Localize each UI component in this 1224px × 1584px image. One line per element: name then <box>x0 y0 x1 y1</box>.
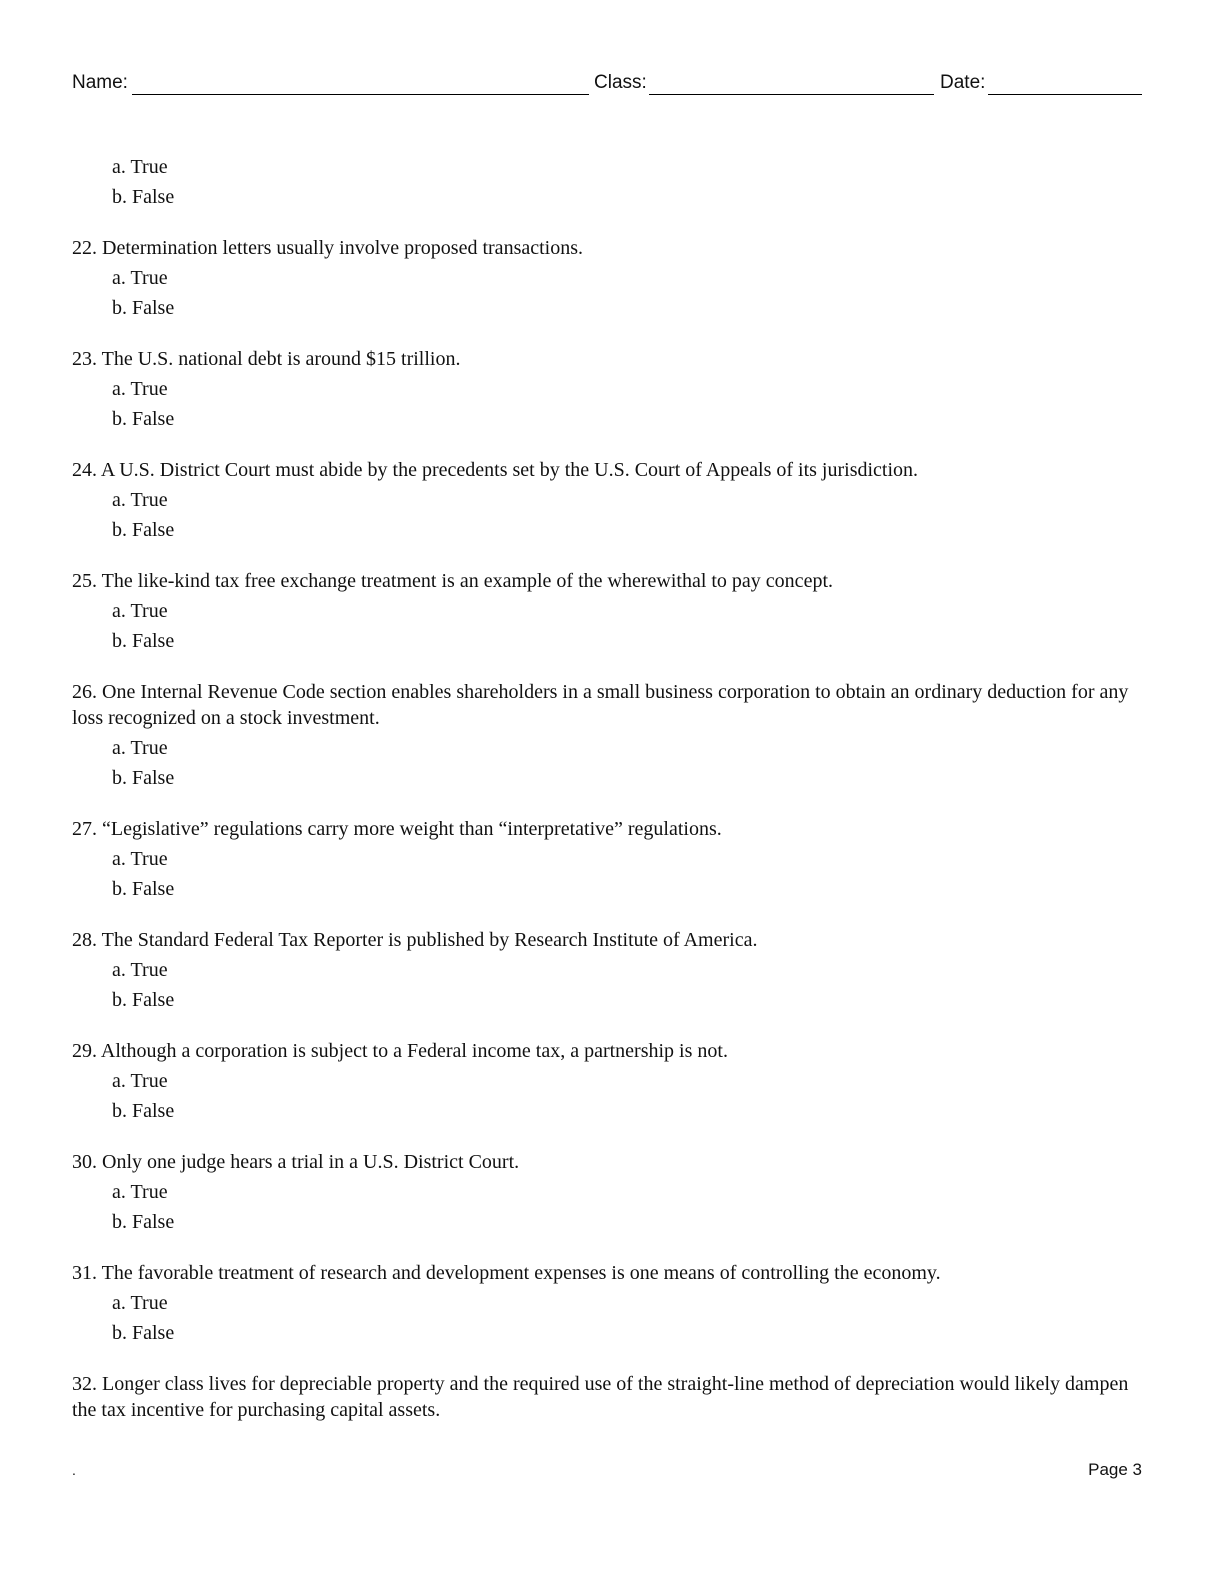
question-25 <box>72 568 1132 656</box>
option-true[interactable]: a. True <box>112 959 168 981</box>
option-false[interactable]: b. False <box>112 878 175 900</box>
question-text: 23. The U.S. national debt is around $15 trillion. <box>72 348 461 370</box>
question-text: 32. Longer class lives for depreciable property and the required use of the straight-line method of depreciation would likely dampen the tax incentive for purchasing capital assets. <box>72 1373 1129 1421</box>
question-31 <box>72 1260 1132 1348</box>
question-text: 31. The favorable treatment of research and development expenses is one means of controlling the economy. <box>72 1262 941 1284</box>
option-false[interactable]: b. False <box>112 1211 175 1233</box>
question-23 <box>72 346 1132 434</box>
question-text: 24. A U.S. District Court must abide by the precedents set by the U.S. Court of Appeals of its jurisdiction. <box>72 459 919 481</box>
question-text: 27. “Legislative” regulations carry more weight than “interpretative” regulations. <box>72 818 722 840</box>
class-label: Class: <box>594 72 647 93</box>
date-label: Date: <box>940 72 986 93</box>
option-false[interactable]: b. False <box>112 989 175 1011</box>
option-false[interactable]: b. False <box>112 767 175 789</box>
question-32 <box>72 1371 1132 1423</box>
question-26 <box>72 679 1132 793</box>
option-false[interactable]: b. False <box>112 297 175 319</box>
option-true[interactable]: a. True <box>112 600 168 622</box>
carryover-options <box>72 152 1132 212</box>
page-number: Page 3 <box>1088 1460 1142 1479</box>
question-text: 28. The Standard Federal Tax Reporter is published by Research Institute of America. <box>72 929 758 951</box>
option-false[interactable]: b. False <box>112 1100 175 1122</box>
option-true[interactable]: a. True <box>112 1070 168 1092</box>
option-true[interactable]: a. True <box>112 267 168 289</box>
question-28 <box>72 927 1132 1015</box>
question-29 <box>72 1038 1132 1126</box>
option-false[interactable]: b. False <box>112 519 175 541</box>
question-27 <box>72 816 1132 904</box>
option-true[interactable]: a. True <box>112 848 168 870</box>
question-text: 22. Determination letters usually involve proposed transactions. <box>72 237 583 259</box>
class-field[interactable] <box>649 94 934 95</box>
option-true[interactable]: a. True <box>112 1181 168 1203</box>
worksheet-header <box>72 70 1144 100</box>
option-true[interactable]: a. True <box>112 1292 168 1314</box>
footer-dot: . <box>72 1462 76 1478</box>
date-field[interactable] <box>988 94 1142 95</box>
option-false[interactable]: b. False <box>112 1322 175 1344</box>
option-true[interactable]: a. True <box>112 737 168 759</box>
option-true[interactable]: a. True <box>112 489 168 511</box>
question-text: 25. The like-kind tax free exchange treatment is an example of the wherewithal to pay concept. <box>72 570 833 592</box>
question-text: 30. Only one judge hears a trial in a U.S. District Court. <box>72 1151 520 1173</box>
option-true[interactable]: a. True <box>112 378 168 400</box>
option-false[interactable]: b. False <box>112 630 175 652</box>
option-true[interactable]: a. True <box>112 156 168 178</box>
questions-body <box>72 152 1132 1425</box>
question-30 <box>72 1149 1132 1237</box>
question-22 <box>72 235 1132 323</box>
question-24 <box>72 457 1132 545</box>
question-text: 29. Although a corporation is subject to a Federal income tax, a partnership is not. <box>72 1040 728 1062</box>
question-text: 26. One Internal Revenue Code section enables shareholders in a small business corporation to obtain an ordinary deduction for any loss recognized on a stock investment. <box>72 681 1129 729</box>
option-false[interactable]: b. False <box>112 186 175 208</box>
name-field[interactable] <box>132 94 589 95</box>
name-label: Name: <box>72 72 128 93</box>
option-false[interactable]: b. False <box>112 408 175 430</box>
